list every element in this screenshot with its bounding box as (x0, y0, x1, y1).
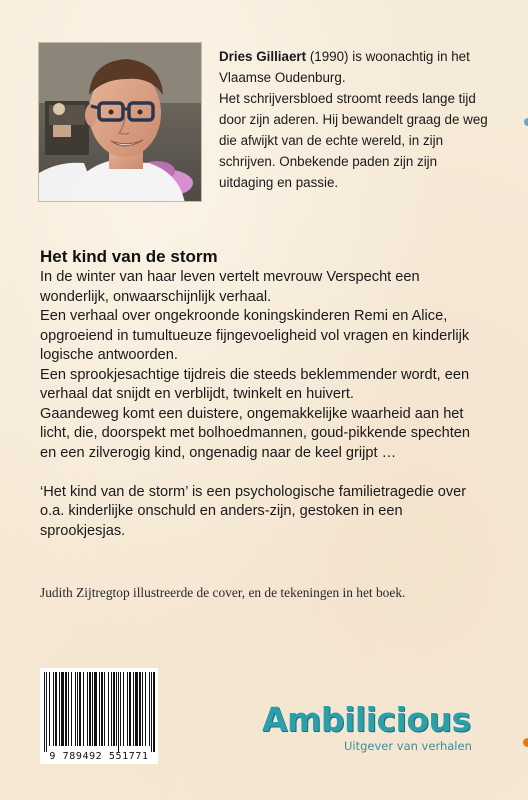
barcode-bar (71, 672, 72, 746)
barcode-bar (77, 672, 78, 746)
barcode-bar (149, 672, 150, 746)
barcode-bar (133, 672, 134, 746)
edge-mark (524, 118, 528, 126)
barcode-bar (75, 672, 76, 746)
book-blurb (40, 268, 490, 541)
barcode-bar (139, 672, 141, 746)
barcode-bar (65, 672, 67, 746)
barcode-bar (87, 672, 88, 746)
barcode-bar (44, 672, 45, 752)
author-bio-line-1: (1990) is woonachtig in het Vlaamse Oudenburg. (219, 49, 470, 85)
illustrator-credit: Judith Zijtregtop illustreerde de cover, en de tekeningen in het boek. (40, 585, 406, 600)
barcode-bar (99, 672, 100, 746)
barcode-bar (135, 672, 138, 746)
barcode-bar (68, 672, 69, 746)
author-bio (219, 46, 489, 193)
barcode-bar (123, 672, 124, 746)
publisher-name: Ambilicious (262, 700, 471, 739)
barcode-bar (49, 672, 50, 746)
barcode-bar (104, 672, 105, 746)
barcode-bar (153, 672, 155, 752)
author-bio-line-2: Het schrijversbloed stroomt reeds lange tijd door zijn aderen. Hij bewandelt graag de weg die afwijkt van de echte wereld, in zijn schrijven. Onbekende paden zijn zijn uitdaging en passie. (219, 91, 488, 190)
barcode-bar (89, 672, 91, 746)
barcode-bar (92, 672, 93, 746)
barcode-bar (59, 672, 60, 746)
barcode-bar (151, 672, 152, 752)
barcode-bars (40, 668, 158, 764)
author-photo (38, 42, 202, 202)
blurb-paragraph-1: In de winter van haar leven vertelt mevrouw Verspecht een wonderlijk, onwaarschijnlijk verhaal. (40, 269, 420, 305)
barcode-bar (83, 672, 84, 746)
barcode-bar (142, 672, 143, 746)
book-title: Het kind van de storm (40, 247, 218, 266)
author-name: Dries Gilliaert (219, 49, 307, 64)
barcode-bar (53, 672, 54, 746)
blurb-paragraph-3: Een sprookjesachtige tijdreis die steeds beklemmender wordt, een verhaal dat snijdt en verblijdt, twinkelt en huivert. (40, 366, 470, 402)
barcode-bar (55, 672, 57, 746)
barcode-bar (61, 672, 64, 746)
barcode-bar (127, 672, 128, 746)
author-bio-intro (219, 46, 489, 88)
barcode-bar (129, 672, 131, 746)
barcode-bar (79, 672, 81, 746)
barcode-bar (108, 672, 109, 746)
book-summary: ‘Het kind van de storm’ is een psychologische familietragedie over o.a. kinderlijke onschuld en anders-zijn, gestoken in een sprookjesjas. (40, 483, 467, 539)
isbn-barcode (40, 668, 158, 764)
barcode-bar (116, 672, 117, 746)
barcode-bar (145, 672, 146, 746)
publisher-tagline: Uitgever van verhalen (344, 739, 472, 753)
blurb-paragraph-4: Gaandeweg komt een duistere, ongemakkelijke waarheid aan het licht, die, doorspekt met bolhoedmannen, goud-pikkende spechten en een zilverogig kind, ongenadig naar de keel grijpt … (40, 405, 470, 461)
edge-mark (523, 738, 528, 747)
blurb-paragraph-2: Een verhaal over ongekroonde koningskinderen Remi en Alice, opgroeiend in tumultueuze fijngevoeligheid vol vragen en kinderlijk logische antwoorden. (40, 308, 470, 363)
publisher-logo (262, 700, 482, 770)
barcode-bar (113, 672, 115, 746)
barcode-bar (120, 672, 121, 746)
barcode-bar (94, 672, 97, 746)
barcode-bar (111, 672, 112, 746)
blurb-spacer (40, 463, 490, 483)
isbn-number: 9 789492 551771 (49, 751, 149, 762)
barcode-bar (46, 672, 47, 752)
barcode-bar (118, 672, 119, 752)
barcode-bar (101, 672, 103, 746)
